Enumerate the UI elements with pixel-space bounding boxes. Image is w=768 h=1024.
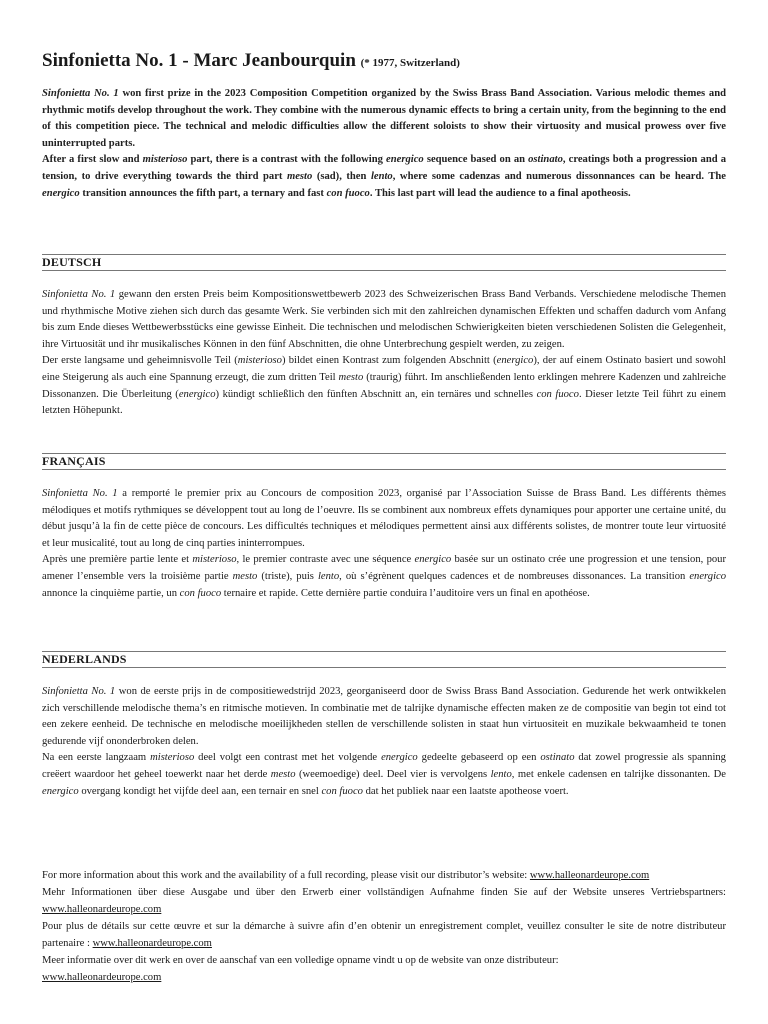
nederlands-section — [42, 684, 726, 800]
footer-deutsch: Mehr Informationen über diese Ausgabe und über den Erwerb einer vollständigen Aufnahme finden Sie auf der Website unseres Vertriebspartners: www.halleonardeurope.com — [42, 887, 726, 915]
title-subtitle: (* 1977, Switzerland) — [360, 57, 460, 69]
divider — [42, 254, 726, 255]
nederlands-paragraph-1: Sinfonietta No. 1 won de eerste prijs in de compositiewedstrijd 2023, georganiseerd door de Swiss Brass Band Association. Gedurende het werk ontwikkelen zich verschillende melodische thema’s en ritmische motieven. In combinatie met de talrijke dynamische effecten maken ze de compositie van begin tot eind tot een zekere eenheid. De technische en melodische moeilijkheden stellen de verschillende solisten in staat hun virtuositeit en muzikale bekwaamheid te tonen gedurende vijf ononderbroken delen. — [42, 686, 726, 747]
nederlands-paragraph-2: Na een eerste langzaam misterioso deel volgt een contrast met het volgende energico gedeelte gebaseerd op een ostinato dat zowel progressie als spanning creëert waardoor het geheel toewerkt naar het derde mesto (weemoedige) deel. Deel vier is vervolgens lento, met enkele cadensen en talrijke dissonanten. De energico overgang kondigt het vijfde deel aan, een ternair en snel con fuoco dat het publiek naar een laatste apotheose voert. — [42, 752, 727, 797]
francais-paragraph-1: Sinfonietta No. 1 a remporté le premier prix au Concours de composition 2023, organisé par l’Association Suisse de Brass Band. Les différents thèmes mélodiques et motifs rythmiques se développent tout au long de l’oeuvre. Ils se combinent aux nombreux effets dynamiques pour apporter une certaine unité, du début jusqu’à la fin de cette pièce de concours. Les difficultés techniques et mélodiques permettent ainsi aux différents solistes, de montrer toute leur virtuosité et leur musicalité, tout au long de cinq parties ininterrompues. — [42, 488, 726, 549]
english-section — [42, 86, 726, 202]
title-main: Sinfonietta No. 1 - Marc Jeanbourquin — [42, 50, 356, 71]
footer — [42, 867, 726, 986]
distributor-link[interactable]: www.halleonardeurope.com — [92, 938, 212, 949]
footer-nederlands: Meer informatie over dit werk en over de aanschaf van een volledige opname vindt u op de website van onze distributeur: www.halleonardeurope.com — [42, 955, 559, 983]
distributor-link[interactable]: www.halleonardeurope.com — [529, 870, 650, 881]
section-heading-nederlands: NEDERLANDS — [42, 652, 127, 666]
footer-english: For more information about this work and the availability of a full recording, please visit our distributor’s website: www.halleonardeurope.com — [42, 870, 650, 881]
deutsch-paragraph-1: Sinfonietta No. 1 gewann den ersten Preis beim Kompositionswettbewerb 2023 des Schweizerischen Brass Band Verbands. Verschiedene melodische Themen und rhythmische Motive ziehen sich durch das gesamte Werk. Sie verbinden sich mit den zahlreichen dynamischen Effekten und schaffen dadurch vom Anfang bis zum Ende dieses Wettbewerbsstücks eine gewisse Einheit. Die technischen und melodischen Schwierigkeiten bieten verschiedenen Solisten die Gelegenheit, ihre Virtuosität und ihr musikalisches Können in den fünf Abschnitten, die ohne Unterbrechung gespielt werden, zu zeigen. — [42, 289, 726, 350]
distributor-link[interactable]: www.halleonardeurope.com — [42, 972, 162, 983]
deutsch-section — [42, 287, 726, 420]
section-heading-deutsch: DEUTSCH — [42, 255, 102, 269]
deutsch-paragraph-2: Der erste langsame und geheimnisvolle Teil (misterioso) bildet einen Kontrast zum folgenden Abschnitt (energico), der auf einem Ostinato basiert und sowohl eine Steigerung als auch eine Spannung erzeugt, die zum dritten Teil mesto (traurig) führt. Im anschließenden lento erklingen mehrere Kadenzen und zahlreiche Dissonanzen. Die Überleitung (energico) kündigt schließlich den fünften Abschnitt an, ein ternäres und schnelles con fuoco. Dieser letzte Teil führt zu einem letzten Höhepunkt. — [42, 355, 727, 417]
divider — [42, 651, 726, 652]
english-paragraph-1: Sinfonietta No. 1 won first prize in the 2023 Composition Competition organized by the Swiss Brass Band Association. Various melodic themes and rhythmic motifs develop throughout the work. They combine with the numerous dynamic effects to bring a certain unity, from the beginning to the end of this competition piece. The technical and melodic difficulties allow the different soloists to show their virtuosity and musical prowess over five uninterrupted parts. — [42, 88, 726, 149]
francais-paragraph-2: Après une première partie lente et misterioso, le premier contraste avec une séquence energico basée sur un ostinato crée une progression et une tension, pour amener l’ensemble vers la troisième partie mesto (triste), puis lento, où s’égrènent quelques cadences et de nombreuses dissonances. La transition energico annonce la cinquième partie, un con fuoco ternaire et rapide. Cette dernière partie conduira l’auditoire vers un final en apothéose. — [42, 554, 727, 599]
divider — [42, 270, 726, 271]
section-heading-francais: FRANÇAIS — [42, 454, 106, 468]
divider — [42, 469, 726, 470]
page-title — [42, 50, 460, 72]
francais-section — [42, 486, 726, 602]
distributor-link[interactable]: www.halleonardeurope.com — [42, 904, 162, 915]
footer-francais: Pour plus de détails sur cette œuvre et sur la démarche à suivre afin d’en obtenir un enregistrement complet, veuillez consulter le site de notre distributeur partenaire : www.halleonardeurope.com — [42, 921, 726, 949]
divider — [42, 453, 726, 454]
divider — [42, 667, 726, 668]
english-paragraph-2: After a first slow and misterioso part, there is a contrast with the following energico sequence based on an ostinato, creatings both a progression and a tension, to drive everything towards the third part mesto (sad), then lento, where some cadenzas and numerous dissonnances can be heard. The energico transition announces the fifth part, a ternary and fast con fuoco. This last part will lead the audience to a final apotheosis. — [42, 154, 726, 199]
